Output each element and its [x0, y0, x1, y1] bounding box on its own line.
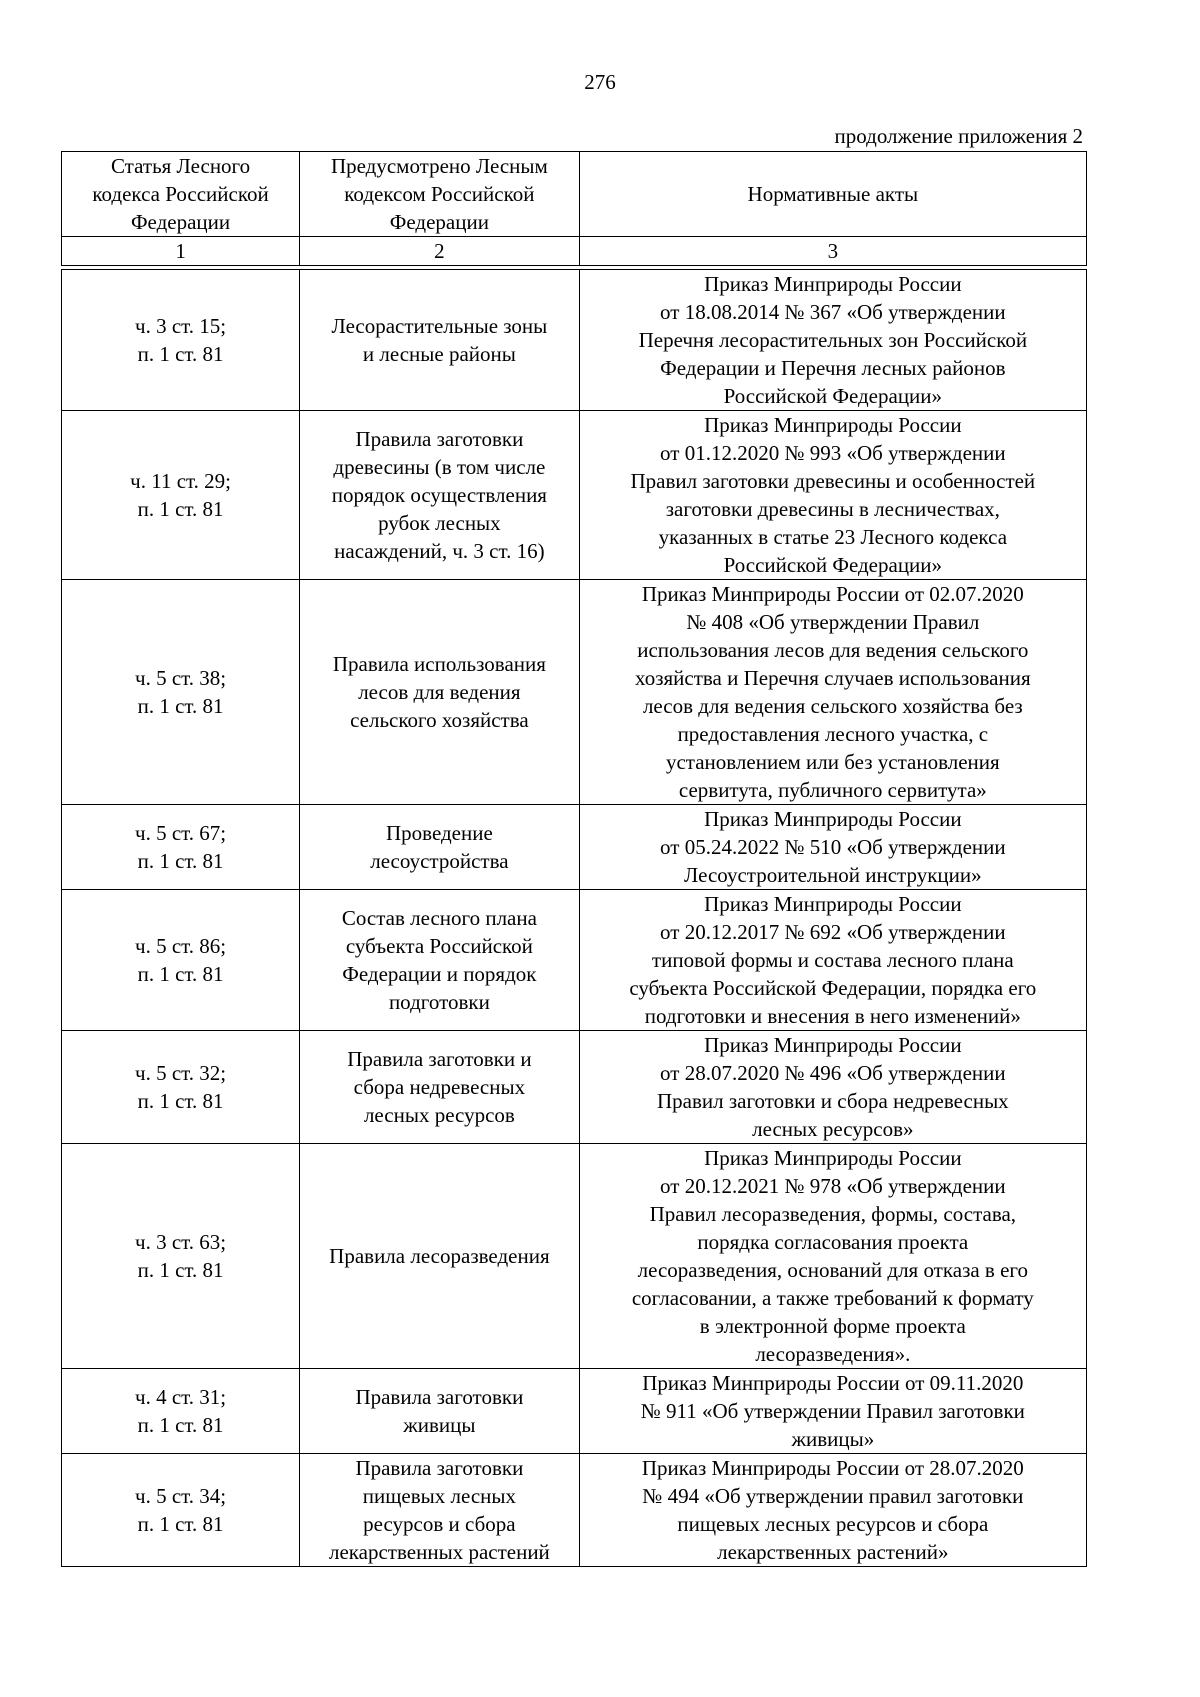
act-cell: Приказ Минприроды России от 28.07.2020 № 494 «Об утверждении правил заготовки пищевых лесных ресурсов и сбора лекарственных растений»	[579, 1454, 1086, 1567]
column-number: 2	[300, 237, 580, 266]
article-cell: ч. 5 ст. 38; п. 1 ст. 81	[62, 580, 300, 805]
table-row	[62, 580, 1087, 805]
provision-cell: Проведение лесоустройства	[300, 805, 580, 890]
continuation-note: продолжение приложения 2	[834, 124, 1083, 148]
article-cell: ч. 5 ст. 32; п. 1 ст. 81	[62, 1031, 300, 1144]
table-row	[62, 805, 1087, 890]
act-cell: Приказ Минприроды России от 05.24.2022 № 510 «Об утверждении Лесоустроительной инструкции»	[579, 805, 1086, 890]
act-cell: Приказ Минприроды России от 20.12.2017 № 692 «Об утверждении типовой формы и состава лесного плана субъекта Российской Федерации, порядка его подготовки и внесения в него изменений»	[579, 890, 1086, 1031]
header-article: Статья Лесного кодекса Российской Федерации	[62, 152, 300, 237]
article-cell: ч. 11 ст. 29; п. 1 ст. 81	[62, 411, 300, 580]
header-provision: Предусмотрено Лесным кодексом Российской Федерации	[300, 152, 580, 237]
legal-acts-table	[61, 151, 1087, 1567]
article-cell: ч. 3 ст. 15; п. 1 ст. 81	[62, 270, 300, 411]
provision-cell: Правила заготовки древесины (в том числе порядок осуществления рубок лесных насаждений, ч. 3 ст. 16)	[300, 411, 580, 580]
table-row	[62, 1454, 1087, 1567]
provision-cell: Лесорастительные зоны и лесные районы	[300, 270, 580, 411]
act-cell: Приказ Минприроды России от 09.11.2020 № 911 «Об утверждении Правил заготовки живицы»	[579, 1369, 1086, 1454]
act-cell: Приказ Минприроды России от 18.08.2014 № 367 «Об утверждении Перечня лесорастительных зон Российской Федерации и Перечня лесных районов Российской Федерации»	[579, 270, 1086, 411]
table-header-row	[62, 152, 1087, 237]
act-cell: Приказ Минприроды России от 01.12.2020 № 993 «Об утверждении Правил заготовки древесины и особенностей заготовки древесины в лесничествах, указанных в статье 23 Лесного кодекса Российской Федерации»	[579, 411, 1086, 580]
page-number: 276	[584, 70, 616, 94]
table-row	[62, 890, 1087, 1031]
column-number: 3	[579, 237, 1086, 266]
table-row	[62, 1144, 1087, 1369]
provision-cell: Правила лесоразведения	[300, 1144, 580, 1369]
header-acts: Нормативные акты	[579, 152, 1086, 237]
provision-cell: Правила использования лесов для ведения сельского хозяйства	[300, 580, 580, 805]
table-row	[62, 1369, 1087, 1454]
article-cell: ч. 5 ст. 67; п. 1 ст. 81	[62, 805, 300, 890]
provision-cell: Состав лесного плана субъекта Российской Федерации и порядок подготовки	[300, 890, 580, 1031]
provision-cell: Правила заготовки и сбора недревесных лесных ресурсов	[300, 1031, 580, 1144]
act-cell: Приказ Минприроды России от 20.12.2021 № 978 «Об утверждении Правил лесоразведения, формы, состава, порядка согласования проекта лесоразведения, оснований для отказа в его согласовании, а также требований к формату в электронной форме проекта лесоразведения».	[579, 1144, 1086, 1369]
article-cell: ч. 5 ст. 86; п. 1 ст. 81	[62, 890, 300, 1031]
article-cell: ч. 3 ст. 63; п. 1 ст. 81	[62, 1144, 300, 1369]
article-cell: ч. 4 ст. 31; п. 1 ст. 81	[62, 1369, 300, 1454]
column-number-row	[62, 237, 1087, 266]
act-cell: Приказ Минприроды России от 28.07.2020 № 496 «Об утверждении Правил заготовки и сбора недревесных лесных ресурсов»	[579, 1031, 1086, 1144]
table-row	[62, 270, 1087, 411]
column-number: 1	[62, 237, 300, 266]
table-row	[62, 411, 1087, 580]
act-cell: Приказ Минприроды России от 02.07.2020 № 408 «Об утверждении Правил использования лесов для ведения сельского хозяйства и Перечня случаев использования лесов для ведения сельского хозяйства без предоставления лесного участка, с установлением или без установления сервитута, публичного сервитута»	[579, 580, 1086, 805]
table-row	[62, 1031, 1087, 1144]
provision-cell: Правила заготовки живицы	[300, 1369, 580, 1454]
provision-cell: Правила заготовки пищевых лесных ресурсов и сбора лекарственных растений	[300, 1454, 580, 1567]
article-cell: ч. 5 ст. 34; п. 1 ст. 81	[62, 1454, 300, 1567]
